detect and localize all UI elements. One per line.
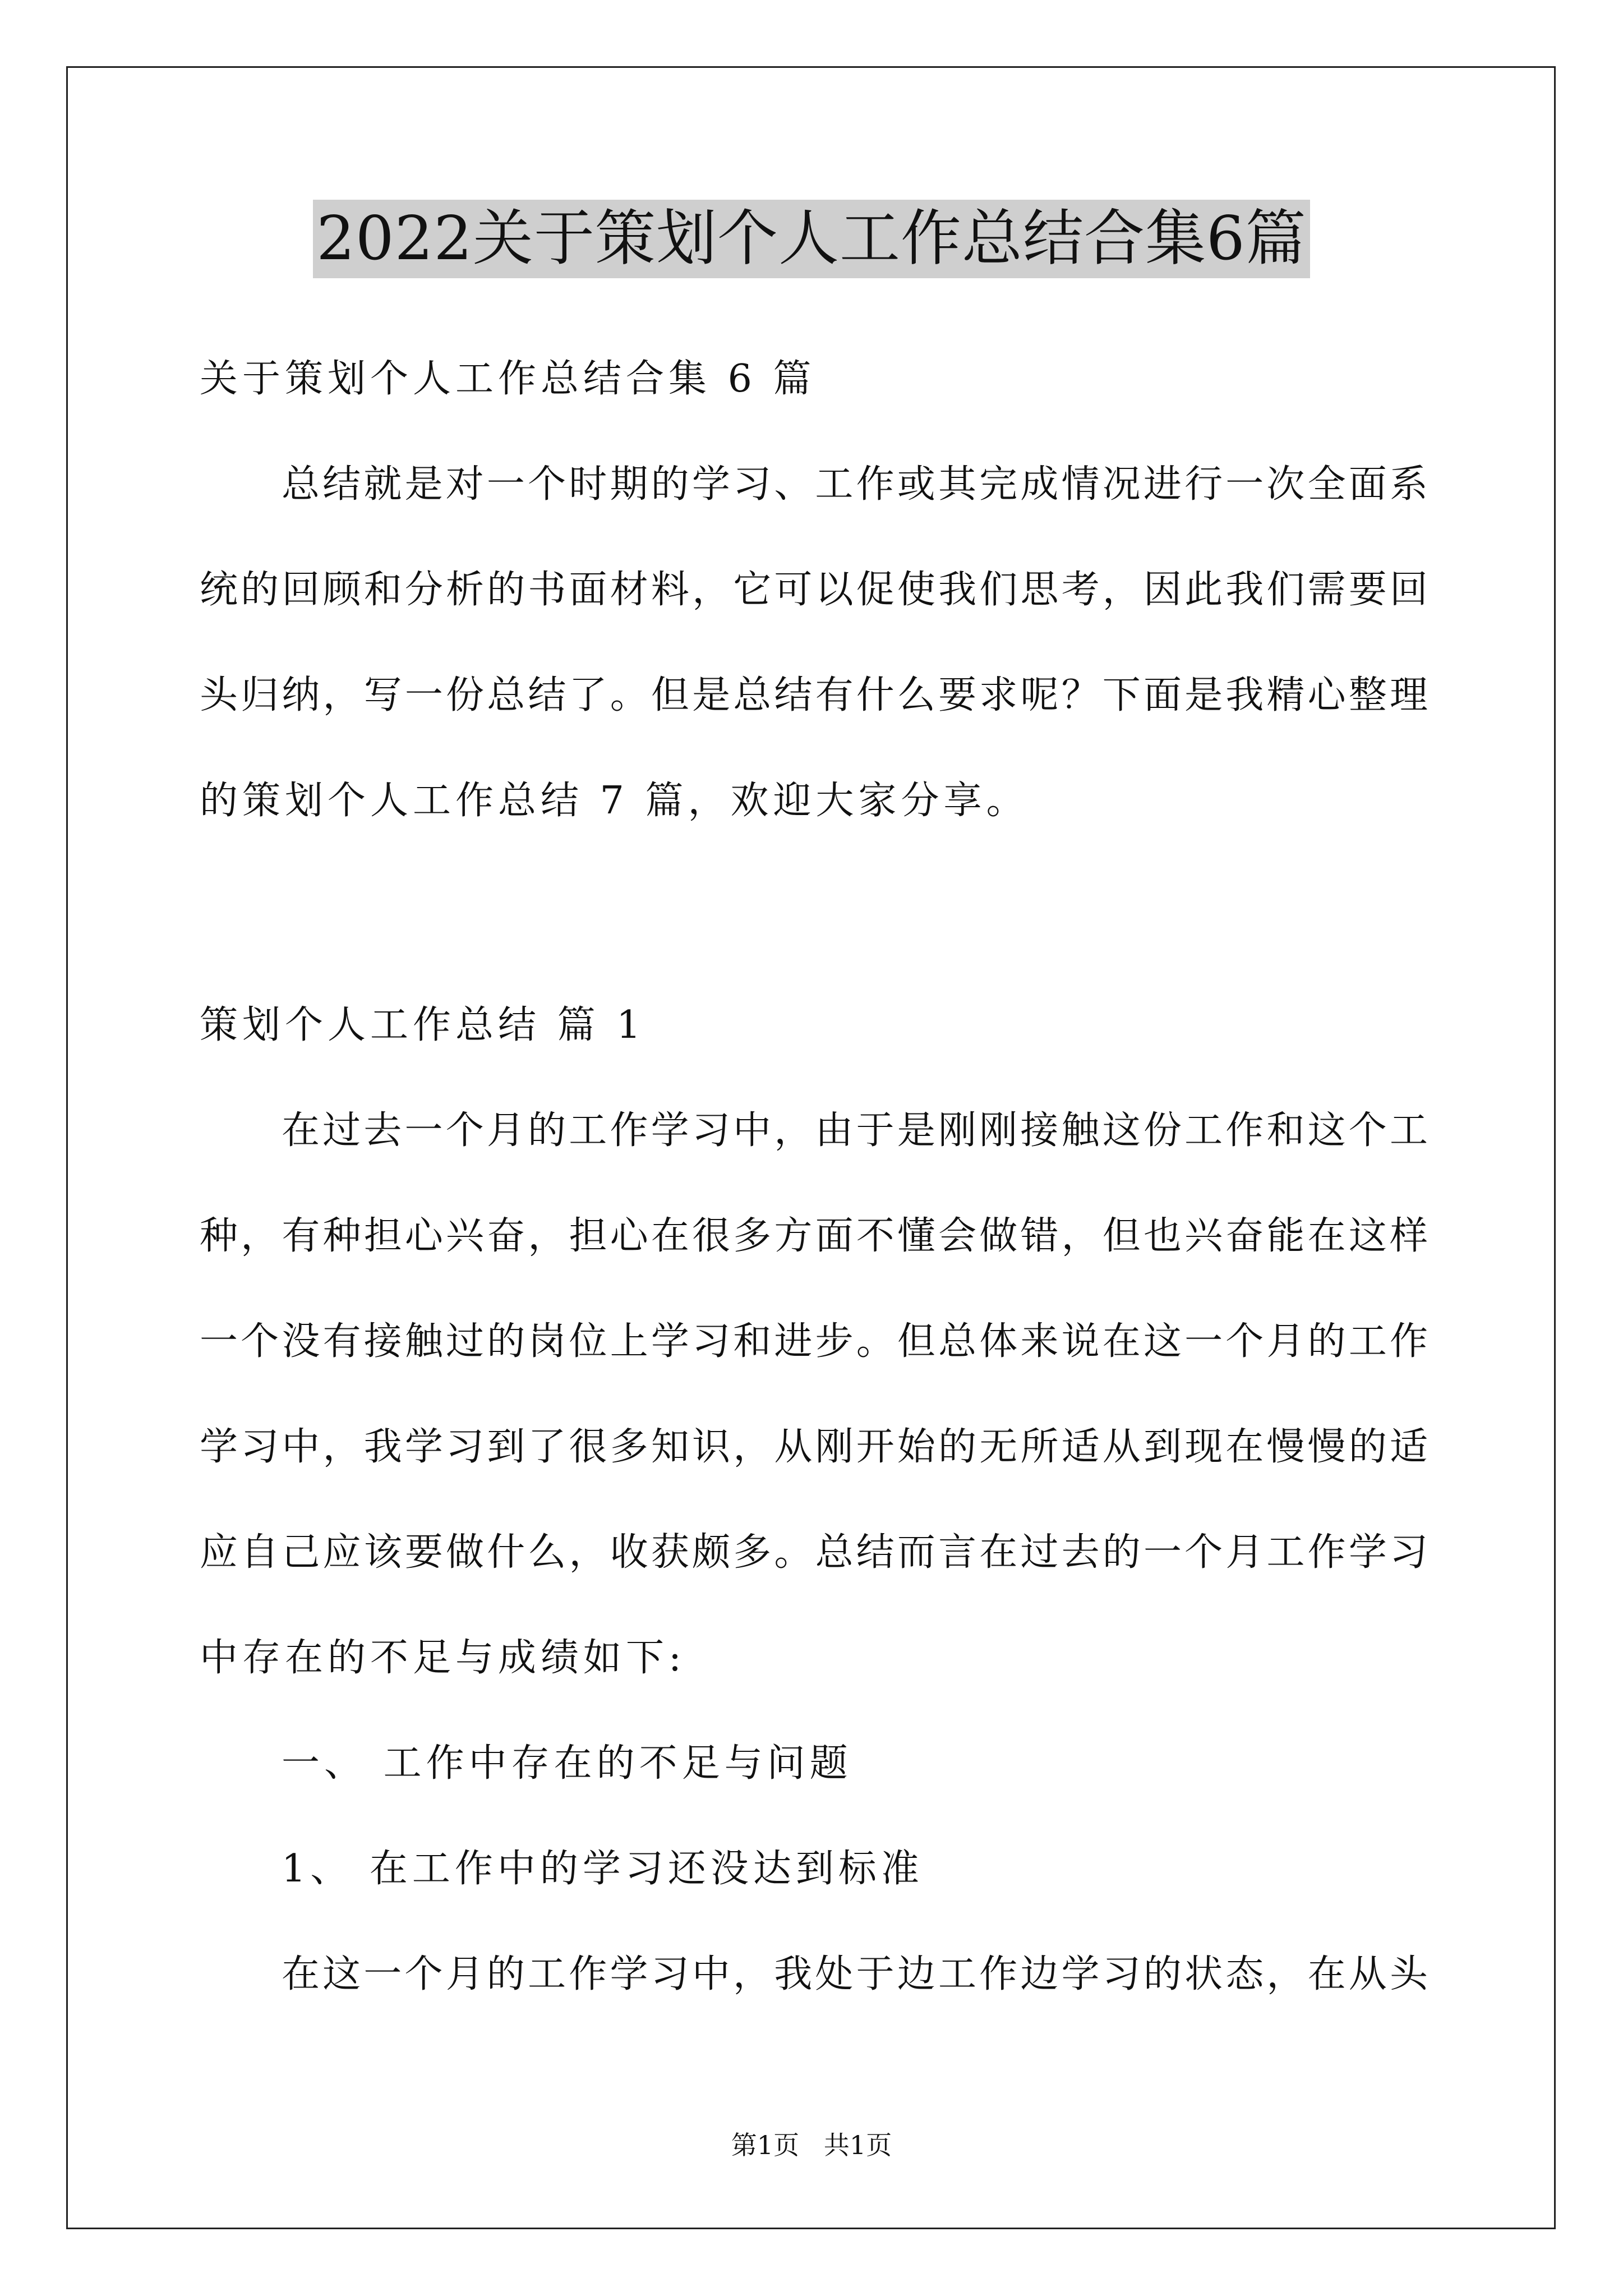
item-heading: 一、 工作中存在的不足与问题 xyxy=(282,1741,852,1786)
intro-line-2: 统的回顾和分析的书面材料，它可以促使我们思考，因此我们需要回 xyxy=(200,568,1428,612)
subtitle: 关于策划个人工作总结合集 6 篇 xyxy=(200,357,816,401)
section-line-3: 一个没有接触过的岗位上学习和进步。但总体来说在这一个月的工作 xyxy=(200,1319,1428,1364)
document-title: 2022关于策划个人工作总结合集6篇 xyxy=(313,200,1310,278)
subitem-heading: 1、 在工作中的学习还没达到标准 xyxy=(282,1847,924,1891)
section-heading: 策划个人工作总结 篇 1 xyxy=(200,1003,645,1047)
intro-line-3: 头归纳，写一份总结了。但是总结有什么要求呢？下面是我精心整理 xyxy=(200,673,1428,717)
section-line-1: 在过去一个月的工作学习中，由于是刚刚接触这份工作和这个工 xyxy=(282,1108,1428,1153)
intro-line-1: 总结就是对一个时期的学习、工作或其完成情况进行一次全面系 xyxy=(282,462,1428,507)
page-number-footer: 第1页 共1页 xyxy=(731,2130,892,2160)
title-container xyxy=(0,200,1623,278)
section-line-2: 种，有种担心兴奋，担心在很多方面不懂会做错，但也兴奋能在这样 xyxy=(200,1214,1428,1258)
section-line-6: 中存在的不足与成绩如下: xyxy=(200,1636,686,1680)
section-line-5: 应自己应该要做什么，收获颇多。总结而言在过去的一个月工作学习 xyxy=(200,1530,1428,1575)
intro-line-4: 的策划个人工作总结 7 篇，欢迎大家分享。 xyxy=(200,779,1029,823)
body-last-line: 在这一个月的工作学习中，我处于边工作边学习的状态，在从头 xyxy=(282,1952,1428,1996)
section-line-4: 学习中，我学习到了很多知识，从刚开始的无所适从到现在慢慢的适 xyxy=(200,1425,1428,1469)
